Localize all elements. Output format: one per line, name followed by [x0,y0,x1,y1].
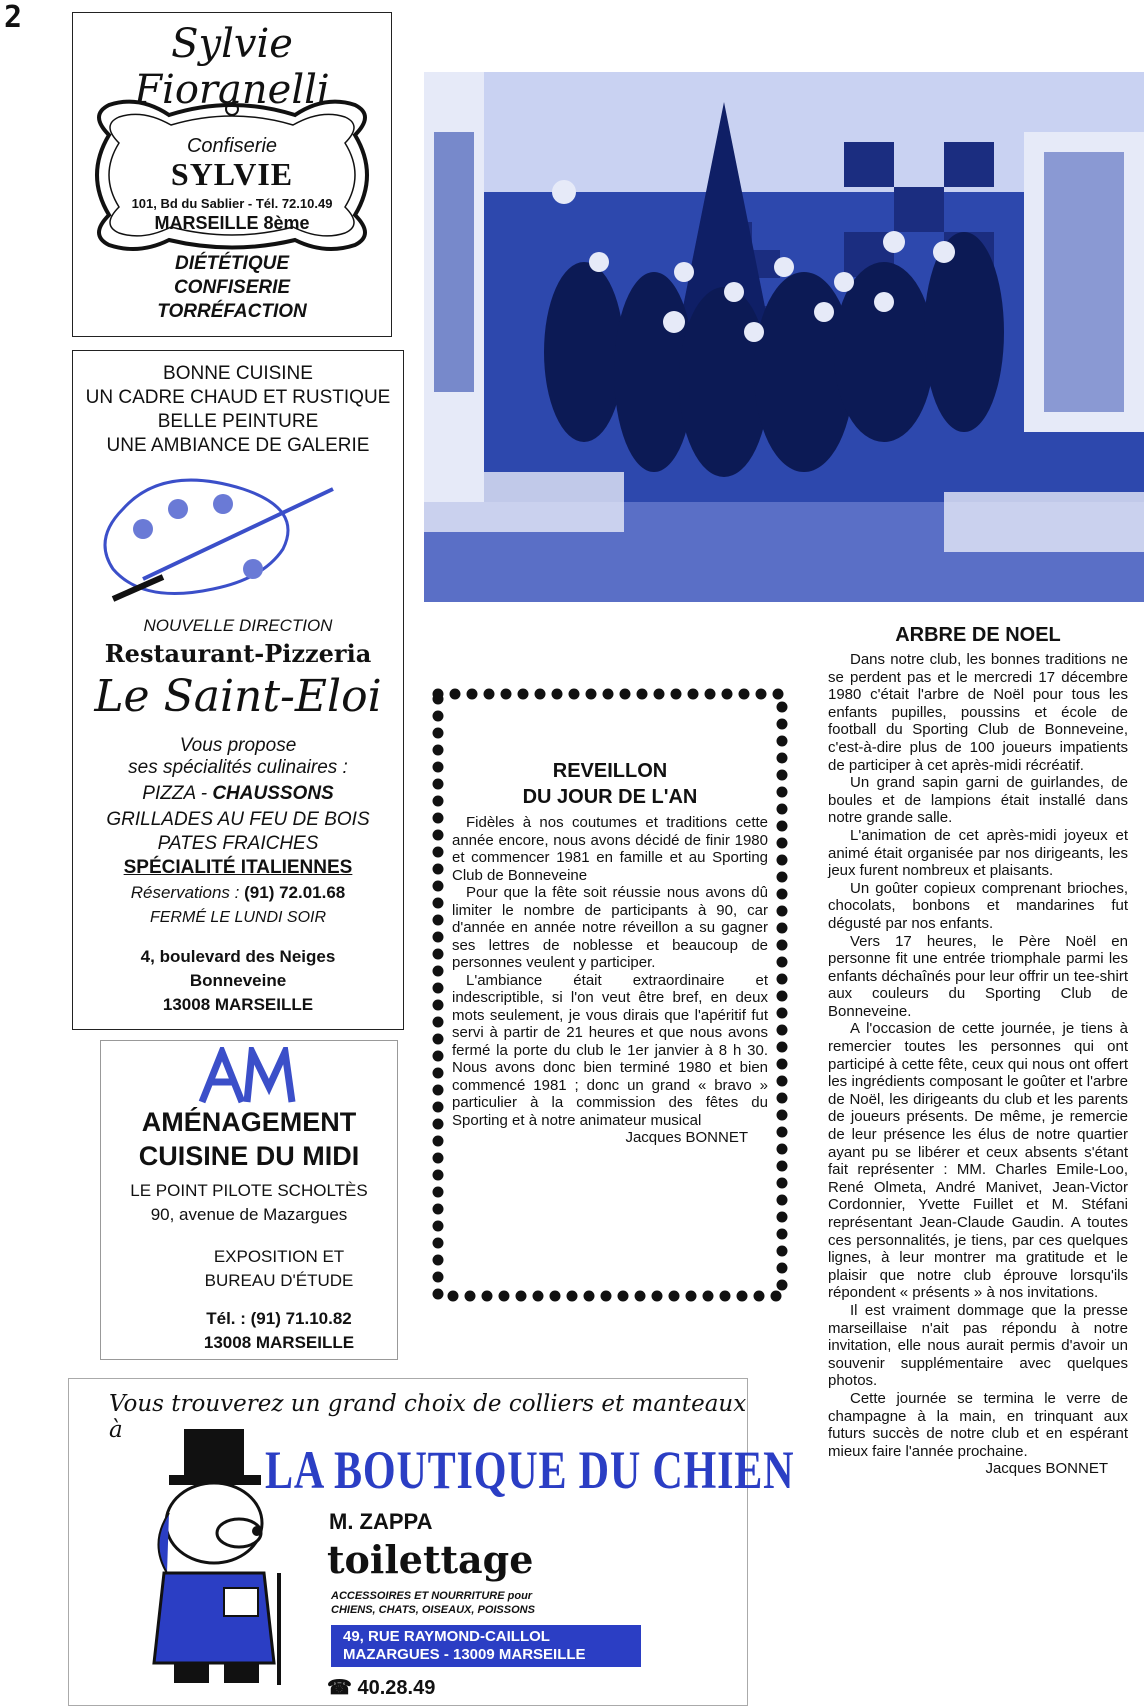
ad-restaurant-address: 4, boulevard des Neiges [140,947,336,966]
ad-restaurant-grillades: GRILLADES AU FEU DE BOIS [106,809,370,830]
reveillon-paragraph: L'ambiance était extraordinaire et indescriptible, si l'on veut être bref, en deux mots seulement, je vous dirais que l'apéritif fut servi à partir de 21 heures et que nous avons fermé la porte du club le 1er janvier à 8 h 30. Nous avons donc bien terminé 1980 et bien commencé 1981 ; donc un grand « bravo » particulier à la commission des fêtes du Sporting et à notre animateur musical [452,971,768,1129]
ad-restaurant-phone: (91) 72.01.68 [244,883,346,902]
ad-restaurant-closed: FERMÉ LE LUNDI SOIR [149,909,327,926]
ad-restaurant-reservations-label: Réservations : [130,883,240,902]
ad-confiserie-shop: SYLVIE [170,156,294,192]
ad-boutique [68,1378,795,1706]
arbre-de-noel-title: ARBRE DE NOEL [895,624,1061,646]
ad-cuisine [100,1040,398,1360]
reveillon-paragraph: Fidèles à nos coutumes et traditions cette année encore, nous avons décidé de finir 1980 et commencer 1981 en famille et au Sporting Club de Bonneveine [452,814,768,884]
ad-confiserie-service: CONFISERIE [173,277,291,298]
ad-boutique-address: MAZARGUES - 13009 MARSEILLE [343,1646,586,1663]
arbre-de-noel-paragraph: Un grand sapin garni de guirlandes, de boules et de lampions était installé dans notre grande salle. [828,774,1128,827]
arbre-de-noel-paragraph: Il est vraiment dommage que la presse marseillaise n'ait pas répondu à notre invitation, elle nous aurait permis d'avoir un souvenir supplémentaire avec quelques photos. [828,1301,1128,1390]
phone-icon: ☎ [327,1677,352,1699]
reveillon-paragraph: Pour que la fête soit réussie nous avons dû limiter le nombre de participants à 90, car d'année en année notre réveillon a su gagner ses lettres de noblesse et beaucoup de personnes veulent y participer. [452,884,768,971]
palette-icon [83,469,343,609]
ad-restaurant-direction: NOUVELLE DIRECTION [143,616,333,635]
ad-confiserie-service: DIÉTÉTIQUE [174,253,289,274]
ad-restaurant-name: Le Saint-Eloi [94,671,382,722]
ad-restaurant-specialite: SPÉCIALITÉ ITALIENNES [123,857,353,878]
arbre-de-noel-paragraph: Vers 17 heures, le Père Noël en personne fit une entrée triomphale parmi les enfants déchaînés pour leur offrir un tee-shirt aux couleurs du Sporting Club de Bonneveine. [828,932,1128,1020]
ad-boutique-owner: M. ZAPPA [329,1509,433,1534]
ad-cuisine-expo: BUREAU D'ÉTUDE [204,1271,354,1290]
ad-restaurant-address: 13008 MARSEILLE [162,995,314,1014]
ad-boutique-tagline: Vous trouverez un grand choix de colliers et manteaux à [109,1391,747,1443]
arbre-de-noel-article [828,624,1128,1477]
reveillon-signature: Jacques BONNET [625,1129,748,1146]
ad-confiserie-type: Confiserie [186,135,278,157]
ad-boutique-address-box [331,1625,641,1667]
ad-boutique-service: toilettage [327,1537,534,1582]
ad-restaurant-type: Restaurant-Pizzeria [104,639,372,668]
ad-restaurant-address: Bonneveine [189,971,287,990]
reveillon-title: DU JOUR DE L'AN [522,786,698,808]
ad-restaurant-pizza: PIZZA [142,783,196,804]
ad-cuisine-address: 90, avenue de Mazargues [150,1205,348,1224]
ad-restaurant-chaussons: CHAUSSONS [212,783,334,804]
ad-restaurant: BONNE CUISINE UN CADRE CHAUD ET RUSTIQUE BELLE PEINTURE UNE AMBIANCE DE GALERIE NOUVELLE DIRECTION Restaurant-Pizzeria Le Saint-Eloi Vous propose ses spécialités culinaires : PIZZA - CHAUSSONS GRILLADES AU FEU DE BOIS PATES FRAICHES SPÉCIALITÉ ITALIENNES Réservations : (91) 72.01.68 FERMÉ LE LUNDI SOIR 4, boulevard des Neiges Bonneveine 13008 MARSEILLE [72,350,404,1030]
ad-cuisine-title: AMÉNAGEMENT [141,1107,357,1137]
reveillon-article [430,686,790,1304]
am-logo-icon [197,1047,297,1105]
ad-restaurant-line: UNE AMBIANCE DE GALERIE [106,435,370,456]
ad-cuisine-expo: EXPOSITION ET [213,1247,345,1266]
ad-restaurant-pates: PATES FRAICHES [157,833,319,854]
ad-confiserie-name: Sylvie Fioranelli [134,21,330,113]
reveillon-title: REVEILLON [552,760,668,782]
arbre-de-noel-paragraph: Dans notre club, les bonnes traditions ne se perdent pas et le mercredi 17 décembre 1980 c'était l'arbre de Noël pour tous les enfants pupilles, poussins et école de football du Sporting Club de Bonneveine, c'est-à-dire plus de 100 joueurs impatients de participer à cet après-midi récréatif. [828,651,1128,774]
christmas-party-photo [424,72,1144,602]
ad-confiserie-city: MARSEILLE 8ème [154,213,310,233]
arbre-de-noel-paragraph: L'animation de cet après-midi joyeux et animé était organisée par nos dirigeants, les jeux furent nombreux et plaisants. [828,826,1128,880]
ad-boutique-accessories: CHIENS, CHATS, OISEAUX, POISSONS [331,1604,535,1616]
ad-boutique-address: 49, RUE RAYMOND-CAILLOL [343,1628,550,1645]
ad-restaurant-line: BONNE CUISINE [163,363,313,384]
ad-boutique-phone: 40.28.49 [357,1677,436,1699]
ad-restaurant-propose: Vous propose [179,735,297,756]
ad-confiserie-address: 101, Bd du Sablier - Tél. 72.10.49 [131,196,333,211]
ad-restaurant-propose: ses spécialités culinaires : [128,757,348,778]
ad-cuisine-title: CUISINE DU MIDI [138,1141,360,1171]
ad-confiserie-service: TORRÉFACTION [157,301,307,322]
page-number: 2 [4,0,23,35]
ad-cuisine-city: 13008 MARSEILLE [203,1333,355,1352]
ad-confiserie [72,12,392,337]
ad-restaurant-line: BELLE PEINTURE [157,411,319,432]
arbre-de-noel-paragraph: Cette journée se termina le verre de champagne à la main, en trinquant aux futurs succès de notre club et en espérant mieux faire l'année prochaine. [828,1389,1128,1460]
ad-cuisine-subtitle: LE POINT PILOTE SCHOLTÈS [130,1181,368,1200]
ad-boutique-accessories: ACCESSOIRES ET NOURRITURE pour [331,1590,533,1602]
arbre-de-noel-paragraph: A l'occasion de cette journée, je tiens à remercier toutes les personnes qui ont participé à cette fête, ceux qui nous ont offert les ingrédients composant le goûter et l'arbre de Noël, les dirigeants du club et les parents de joueurs présents. De même, je remercie de leur présence les élus de notre quartier ayant pu se libérer et ceux absents s'étant fait représenter : MM. Charles Emile-Loo, René Olmeta, André Manivet, Jean-Victor Cordonnier, Yvette Fuillet et M. Stéfani représentant Jean-Claude Gaudin. A toutes ces personnalités, je tiens, par ces quelques lignes, à leur montrer ma gratitude et le plaisir que notre club éprouve lorsqu'ils répondent « présents » à nos invitations. [828,1020,1128,1302]
arbre-de-noel-paragraph: Un goûter copieux comprenant brioches, chocolats, bonbons et mandarines fut dégusté par nos enfants. [828,879,1128,932]
ad-cuisine-phone: Tél. : (91) 71.10.82 [206,1309,352,1328]
ad-restaurant-line: UN CADRE CHAUD ET RUSTIQUE [85,387,391,408]
arbre-de-noel-signature: Jacques BONNET [985,1460,1108,1478]
ad-boutique-name: LA BOUTIQUE DU CHIEN [265,1440,795,1500]
